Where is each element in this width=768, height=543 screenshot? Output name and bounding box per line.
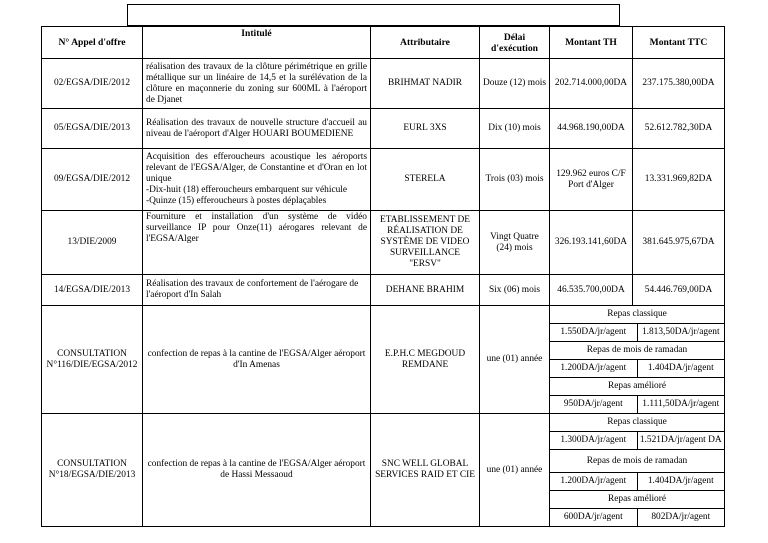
cell-numero: 14/EGSA/DIE/2013	[42, 275, 143, 306]
cell-delai: une (01) année	[480, 414, 550, 527]
repas-ameliore-th: 950DA/jr/agent	[550, 396, 637, 414]
repas-ameliore-th: 600DA/jr/agent	[550, 509, 637, 527]
repas-classique-th: 1.550DA/jr/agent	[550, 324, 637, 342]
intitule-line: -Dix-huit (18) efferoucheurs embarquent sur véhicule	[146, 185, 348, 195]
repas-ramadan-label: Repas de mois de ramadan	[550, 450, 724, 473]
cell-numero: 13/DIE/2009	[42, 211, 143, 275]
cell-numero: 05/EGSA/DIE/2013	[42, 109, 143, 149]
cell-numero: 02/EGSA/DIE/2012	[42, 59, 143, 109]
repas-classique-ttc: 1.521DA/jr/agent DA	[637, 432, 724, 450]
intitule-line: -Quinze (15) efferoucheurs à postes déplaçables	[146, 196, 327, 206]
header-montant-th: Montant TH	[550, 27, 633, 59]
cell-intitule: réalisation des travaux de la clôture périmétrique en grille métallique sur un linéaire de 14,5 et la surélévation de la clôture en maçonnerie du zoning sur 600ML à l'aéroport de Djanet	[143, 59, 371, 109]
contracts-table	[41, 26, 725, 527]
repas-ramadan-th: 1.200DA/jr/agent	[550, 360, 637, 378]
cell-delai: Trois (03) mois	[480, 149, 550, 211]
cell-montant-th: 326.193.141,60DA	[550, 211, 633, 275]
cell-numero: CONSULTATION N°116/DIE/EGSA/2012	[42, 306, 143, 414]
cell-intitule: confection de repas à la cantine de l'EGSA/Alger aéroport d'In Amenas	[143, 306, 371, 414]
cell-montant-th: 202.714.000,00DA	[550, 59, 633, 109]
header-empty-box	[127, 4, 620, 26]
repas-ameliore-label: Repas amélioré	[550, 491, 724, 509]
cell-montant-ttc: 237.175.380,00DA	[633, 59, 725, 109]
table-header-row	[42, 27, 725, 59]
cell-montant-ttc: 52.612.782,30DA	[633, 109, 725, 149]
cell-montant-th: 46.535.700,00DA	[550, 275, 633, 306]
cell-attributaire: EURL 3XS	[371, 109, 480, 149]
table-row	[42, 275, 725, 306]
cell-repas-amounts	[550, 306, 725, 414]
header-montant-ttc: Montant TTC	[633, 27, 725, 59]
cell-montant-th: 44.968.190,00DA	[550, 109, 633, 149]
cell-montant-ttc: 13.331.969,82DA	[633, 149, 725, 211]
repas-ramadan-label: Repas de mois de ramadan	[550, 342, 724, 360]
cell-attributaire: BRIHMAT NADIR	[371, 59, 480, 109]
table-row	[42, 59, 725, 109]
cell-intitule: Réalisation des travaux de nouvelle structure d'accueil au niveau de l'aéroport d'Alger HOUARI BOUMEDIENE	[143, 109, 371, 149]
repas-classique-ttc: 1.813,50DA/jr/agent	[637, 324, 724, 342]
cell-delai: Dix (10) mois	[480, 109, 550, 149]
repas-subtable	[550, 414, 724, 526]
repas-ramadan-ttc: 1.404DA/jr/agent	[637, 473, 724, 491]
repas-classique-label: Repas classique	[607, 309, 667, 319]
cell-delai: Six (06) mois	[480, 275, 550, 306]
intitule-line: Acquisition des efferoucheurs acoustique les aéroports relevant de l'EGSA/Alger, de Constantine et d'Oran en lot unique	[146, 152, 367, 184]
cell-numero: 09/EGSA/DIE/2012	[42, 149, 143, 211]
cell-intitule: Réalisation des travaux de confortement de l'aérogare de l'aéroport d'In Salah	[143, 275, 371, 306]
repas-classique-th: 1.300DA/jr/agent	[550, 432, 637, 450]
header-intitule: Intitulé	[143, 27, 371, 59]
repas-classique-label: Repas classique	[607, 417, 667, 427]
table-row	[42, 306, 725, 414]
cell-delai: Vingt Quatre (24) mois	[480, 211, 550, 275]
cell-intitule: confection de repas à la cantine de l'EGSA/Alger aéroport de Hassi Messaoud	[143, 414, 371, 527]
table-row	[42, 211, 725, 275]
table-row	[42, 414, 725, 527]
cell-attributaire: SNC WELL GLOBAL SERVICES RAID ET CIE	[371, 414, 480, 527]
repas-subtable	[550, 306, 724, 413]
cell-attributaire: STERELA	[371, 149, 480, 211]
cell-numero: CONSULTATION N°18/EGSA/DIE/2013	[42, 414, 143, 527]
repas-ameliore-ttc: 802DA/jr/agent	[637, 509, 724, 527]
table-row	[42, 149, 725, 211]
repas-ameliore-label: Repas amélioré	[550, 378, 724, 396]
cell-repas-amounts	[550, 414, 725, 527]
cell-montant-th: 129.962 euros C/F Port d'Alger	[550, 149, 633, 211]
table-row	[42, 109, 725, 149]
repas-ramadan-th: 1.200DA/jr/agent	[550, 473, 637, 491]
header-attributaire: Attributaire	[371, 27, 480, 59]
cell-delai: une (01) année	[480, 306, 550, 414]
cell-delai: Douze (12) mois	[480, 59, 550, 109]
cell-attributaire: ETABLISSEMENT DE RÉALISATION DE SYSTÈME DE VIDEO SURVEILLANCE "ERSV"	[371, 211, 480, 275]
cell-attributaire: DEHANE BRAHIM	[371, 275, 480, 306]
repas-ramadan-ttc: 1.404DA/jr/agent	[637, 360, 724, 378]
cell-intitule	[143, 149, 371, 211]
cell-intitule: Fourniture et installation d'un système de vidéo surveillance IP pour Onze(11) aérogares relevant de l'EGSA/Alger	[143, 211, 371, 275]
header-numero: N° Appel d'offre	[42, 27, 143, 59]
cell-attributaire: E.P.H.C MEGDOUD REMDANE	[371, 306, 480, 414]
repas-ameliore-ttc: 1.111,50DA/jr/agent	[637, 396, 724, 414]
cell-montant-ttc: 54.446.769,00DA	[633, 275, 725, 306]
cell-montant-ttc: 381.645.975,67DA	[633, 211, 725, 275]
header-delai: Délai d'exécution	[480, 27, 550, 59]
